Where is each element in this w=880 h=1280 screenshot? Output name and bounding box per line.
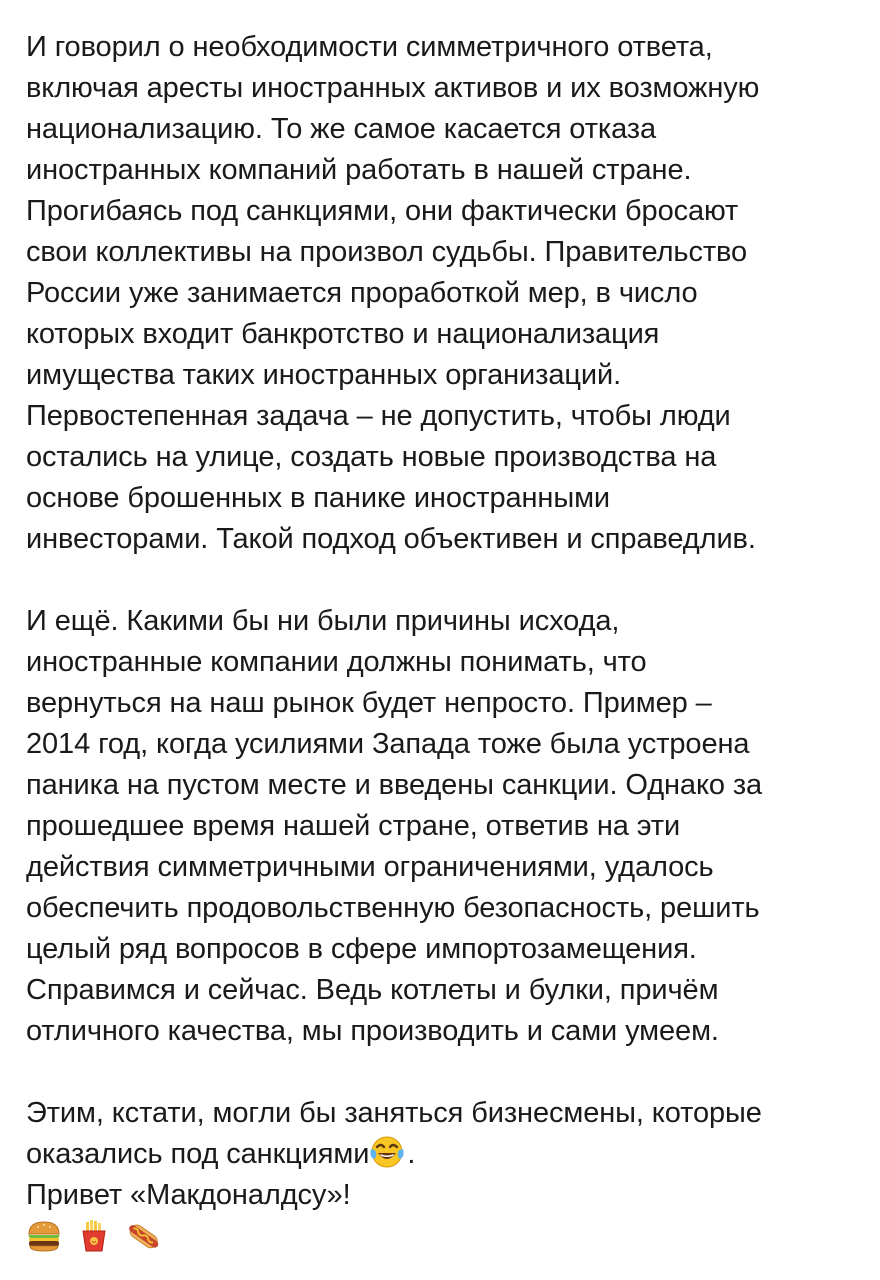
paragraph-2 [26, 601, 866, 1052]
text-line: 2014 год, когда усилиями Запада тоже была устроена [26, 728, 750, 760]
text-line: целый ряд вопросов в сфере импортозамещения. [26, 933, 697, 965]
text-fragment: оказались под санкциями [26, 1138, 370, 1170]
text-line: обеспечить продовольственную безопасность, решить [26, 892, 760, 924]
text-line: основе брошенных в панике иностранными [26, 482, 611, 514]
text-fragment: . [407, 1138, 416, 1170]
hamburger-icon [26, 1219, 64, 1253]
text-line: национализацию. То же самое касается отказа [26, 113, 657, 145]
text-line: паника на пустом месте и введены санкции. Однако за [26, 769, 763, 801]
post-text [26, 27, 866, 1262]
text-line: Прогибаясь под санкциями, они фактически бросают [26, 195, 739, 227]
paragraph-gap [26, 560, 866, 601]
text-line: Этим, кстати, могли бы заняться бизнесмены, которые [26, 1097, 762, 1129]
text-line: остались на улице, создать новые производства на [26, 441, 717, 473]
text-line: И ещё. Какими бы ни были причины исхода, [26, 605, 620, 637]
hot-dog-icon [126, 1219, 164, 1253]
text-line: действия симметричными ограничениями, удалось [26, 851, 714, 883]
text-line: Первостепенная задача – не допустить, чтобы люди [26, 400, 731, 432]
text-line: свои коллективы на произвол судьбы. Правительство [26, 236, 748, 268]
text-line: отличного качества, мы производить и сами умеем. [26, 1015, 719, 1047]
text-line: включая аресты иностранных активов и их возможную [26, 72, 760, 104]
paragraph-3 [26, 1093, 866, 1216]
paragraph-1 [26, 27, 866, 560]
french-fries-icon [76, 1219, 114, 1253]
text-line [26, 1134, 866, 1175]
text-line: которых входит банкротство и национализация [26, 318, 660, 350]
tears-of-joy-emoji-icon [369, 1135, 407, 1169]
text-line: иностранных компаний работать в нашей стране. [26, 154, 692, 186]
text-line: прошедшее время нашей стране, ответив на эти [26, 810, 681, 842]
text-line: иностранные компании должны понимать, что [26, 646, 647, 678]
text-line: инвесторами. Такой подход объективен и справедлив. [26, 523, 756, 555]
text-line: Справимся и сейчас. Ведь котлеты и булки, причём [26, 974, 719, 1006]
text-line: имущества таких иностранных организаций. [26, 359, 622, 391]
paragraph-gap [26, 1052, 866, 1093]
text-line: Привет «Макдоналдсу»! [26, 1179, 351, 1211]
text-line: вернуться на наш рынок будет непросто. Пример – [26, 687, 712, 719]
text-line: И говорил о необходимости симметричного ответа, [26, 31, 713, 63]
text-line: России уже занимается проработкой мер, в число [26, 277, 698, 309]
emoji-row [26, 1218, 866, 1262]
